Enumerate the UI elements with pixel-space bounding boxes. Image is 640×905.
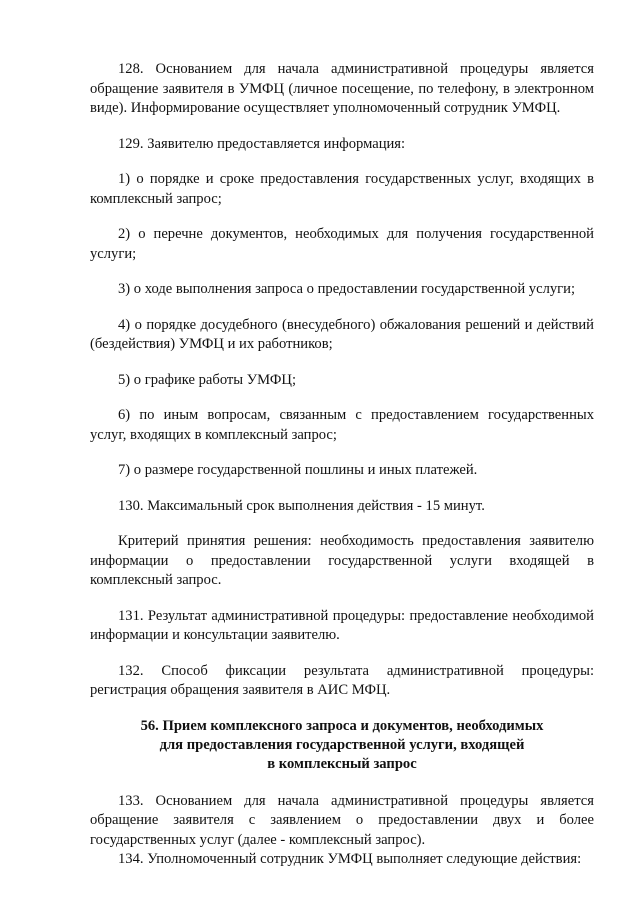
paragraph-129: 129. Заявителю предоставляется информация:	[118, 135, 406, 152]
list-item-2: 2) о перечне документов, необходимых для получения государственной услуги;	[90, 226, 594, 262]
paragraph-130: 130. Максимальный срок выполнения действия - 15 минут.	[118, 497, 485, 514]
section-heading	[90, 717, 594, 774]
document-page	[90, 60, 594, 870]
list-item-7: 7) о размере государственной пошлины и иных платежей.	[118, 462, 478, 478]
section-heading-line-3: в комплексный запрос	[267, 755, 417, 772]
paragraph-128: 128. Основанием для начала административной процедуры является обращение заявителя в УМФЦ (личное посещение, по телефону, в электронном виде). Информирование осуществляет уполномоченный сотрудник УМФЦ.	[90, 61, 594, 116]
section-heading-line-2: для предоставления государственной услуги, входящей	[159, 736, 525, 753]
paragraph-133: 133. Основанием для начала административной процедуры является обращение заявителя с заявлением о предоставлении двух и более государственных услуг (далее - комплексный запрос).	[90, 792, 594, 848]
section-heading-line-1: 56. Прием комплексного запроса и документов, необходимых	[140, 717, 544, 734]
paragraph-134: 134. Уполномоченный сотрудник УМФЦ выполняет следующие действия:	[118, 851, 582, 867]
list-item-5: 5) о графике работы УМФЦ;	[118, 371, 297, 388]
paragraph-criterion: Критерий принятия решения: необходимость предоставления заявителю информации о предоставлении государственной услуги входящей в комплексный запрос.	[90, 533, 594, 588]
list-item-6: 6) по иным вопросам, связанным с предоставлением государственных услуг, входящих в комплексный запрос;	[90, 407, 594, 443]
paragraph-131: 131. Результат административной процедуры: предоставление необходимой информации и консультации заявителю.	[90, 607, 594, 643]
list-item-4: 4) о порядке досудебного (внесудебного) обжалования решений и действий (бездействия) УМФЦ и их работников;	[90, 316, 594, 352]
list-item-3: 3) о ходе выполнения запроса о предоставлении государственной услуги;	[118, 281, 576, 297]
paragraph-132: 132. Способ фиксации результата административной процедуры: регистрация обращения заявителя в АИС МФЦ.	[90, 662, 594, 698]
list-item-1: 1) о порядке и сроке предоставления государственных услуг, входящих в комплексный запрос;	[90, 171, 594, 207]
